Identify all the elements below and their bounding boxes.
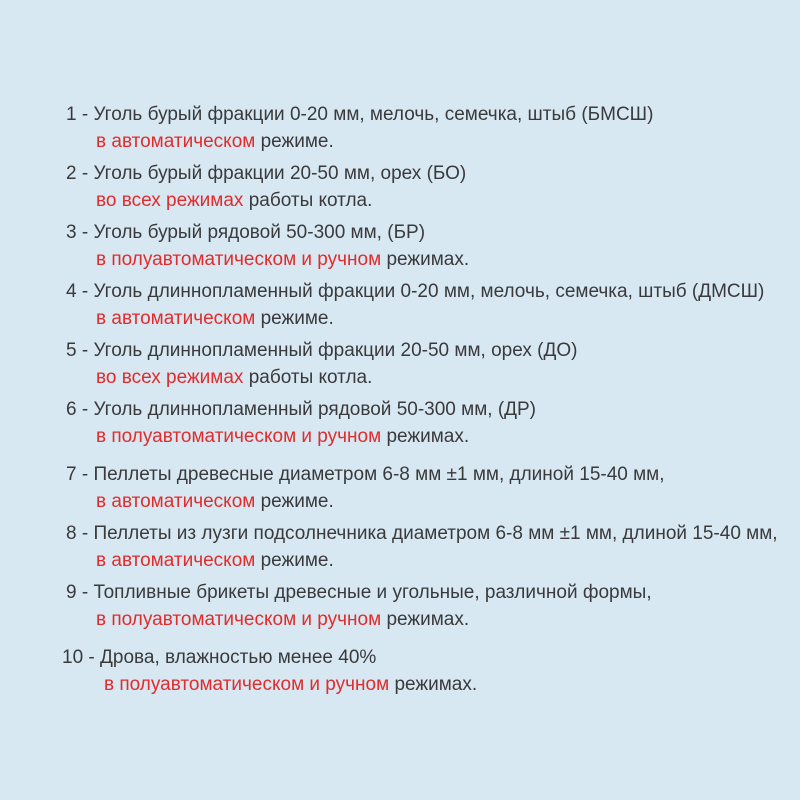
- list-item: [66, 101, 764, 155]
- item-description: Пеллеты из лузги подсолнечника диаметром 6-8 мм ±1 мм, длиной 15-40 мм,: [93, 523, 778, 544]
- item-description: Топливные брикеты древесные и угольные, различной формы,: [93, 582, 652, 603]
- item-mode-line: [66, 187, 764, 214]
- item-mode-highlight: в автоматическом: [96, 131, 256, 152]
- item-separator: -: [76, 523, 94, 544]
- item-mode-highlight: в полуавтоматическом и ручном: [96, 249, 382, 270]
- item-separator: -: [76, 163, 94, 184]
- item-description-line: [66, 101, 764, 128]
- item-mode-highlight: в автоматическом: [96, 550, 256, 571]
- item-mode-line: [66, 547, 764, 574]
- item-separator: -: [76, 582, 94, 603]
- item-mode-rest: работы котла.: [243, 367, 373, 388]
- item-description: Пеллеты древесные диаметром 6-8 мм ±1 мм, длиной 15-40 мм,: [93, 464, 665, 485]
- item-mode-line: [66, 305, 764, 332]
- fuel-type-list: [62, 101, 778, 698]
- item-separator: -: [76, 104, 94, 125]
- item-separator: -: [76, 464, 94, 485]
- item-number: 8: [66, 523, 77, 544]
- item-mode-rest: работы котла.: [243, 190, 373, 211]
- list-item: [66, 520, 778, 574]
- item-mode-highlight: в полуавтоматическом и ручном: [96, 609, 382, 630]
- item-mode-highlight: в полуавтоматическом и ручном: [104, 674, 390, 695]
- item-mode-rest: режимах.: [381, 609, 470, 630]
- item-mode-rest: режимах.: [381, 426, 470, 447]
- item-description: Уголь длиннопламенный рядовой 50-300 мм, (ДР): [93, 399, 537, 420]
- item-description-line: [66, 160, 764, 187]
- item-separator: -: [76, 340, 94, 361]
- list-item: [66, 219, 764, 273]
- item-number: 1: [66, 104, 77, 125]
- item-mode-highlight: во всех режимах: [96, 367, 244, 388]
- item-mode-highlight: в полуавтоматическом и ручном: [96, 426, 382, 447]
- item-mode-line: [66, 488, 764, 515]
- item-mode-line: [66, 606, 764, 633]
- item-description: Уголь бурый фракции 0-20 мм, мелочь, семечка, штыб (БМСШ): [93, 104, 654, 125]
- item-mode-line: [62, 671, 764, 698]
- item-description: Уголь бурый фракции 20-50 мм, орех (БО): [93, 163, 467, 184]
- item-description-line: [66, 396, 764, 423]
- item-description-line: [62, 644, 764, 671]
- item-number: 2: [66, 163, 77, 184]
- item-number: 7: [66, 464, 77, 485]
- list-item: [66, 461, 764, 515]
- item-description: Уголь длиннопламенный фракции 20-50 мм, орех (ДО): [93, 340, 578, 361]
- item-separator: -: [76, 222, 94, 243]
- item-description-line: [66, 579, 764, 606]
- item-description-line: [66, 278, 764, 305]
- item-number: 4: [66, 281, 77, 302]
- item-mode-line: [66, 128, 764, 155]
- item-description: Уголь длиннопламенный фракции 0-20 мм, мелочь, семечка, штыб (ДМСШ): [93, 281, 765, 302]
- item-description: Дрова, влажностью менее 40%: [100, 647, 377, 668]
- item-mode-rest: режиме.: [255, 308, 334, 329]
- item-number: 10: [62, 647, 84, 668]
- item-number: 6: [66, 399, 77, 420]
- list-item: [62, 644, 764, 698]
- item-mode-rest: режимах.: [389, 674, 478, 695]
- item-mode-rest: режиме.: [255, 131, 334, 152]
- list-item: [66, 337, 764, 391]
- list-item: [66, 579, 764, 633]
- item-number: 9: [66, 582, 77, 603]
- item-description-line: [66, 219, 764, 246]
- item-mode-rest: режиме.: [255, 550, 334, 571]
- item-description: Уголь бурый рядовой 50-300 мм, (БР): [93, 222, 426, 243]
- item-mode-line: [66, 364, 764, 391]
- item-separator: -: [83, 647, 101, 668]
- item-mode-line: [66, 423, 764, 450]
- item-mode-highlight: во всех режимах: [96, 190, 244, 211]
- item-mode-highlight: в автоматическом: [96, 308, 256, 329]
- item-mode-rest: режиме.: [255, 491, 334, 512]
- item-separator: -: [76, 281, 94, 302]
- item-number: 5: [66, 340, 77, 361]
- list-item: [66, 160, 764, 214]
- item-number: 3: [66, 222, 77, 243]
- item-description-line: [66, 461, 764, 488]
- item-separator: -: [76, 399, 94, 420]
- item-mode-line: [66, 246, 764, 273]
- item-mode-highlight: в автоматическом: [96, 491, 256, 512]
- list-item: [66, 278, 764, 332]
- item-mode-rest: режимах.: [381, 249, 470, 270]
- item-description-line: [66, 520, 778, 547]
- item-description-line: [66, 337, 764, 364]
- list-item: [66, 396, 764, 450]
